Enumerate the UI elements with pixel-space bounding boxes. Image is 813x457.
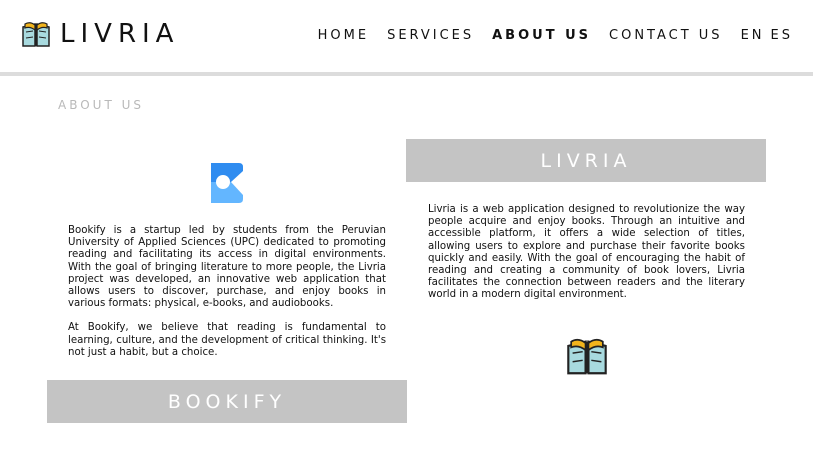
language-switcher [741,28,793,43]
livria-banner: LIVRIA [406,139,766,182]
bookify-paragraph: At Bookify, we believe that reading is fundamental to learning, culture, and the development of critical thinking. It's not just a habit, but a choice. [68,322,386,358]
brand-name: LIVRIA [60,19,180,49]
bookify-logo-icon [209,161,245,203]
lang-en[interactable]: EN [740,28,765,43]
lang-es[interactable]: ES [770,28,793,43]
main-nav [300,28,793,43]
section-title: ABOUT US [58,98,145,112]
open-book-icon [20,18,52,50]
nav-about-us[interactable]: ABOUT US [492,28,592,43]
nav-services[interactable]: SERVICES [387,28,475,43]
brand-logo-link[interactable] [20,18,179,50]
bookify-description [68,225,386,359]
header-divider [0,72,813,76]
livria-description: Livria is a web application designed to revolutionize the way people acquire and enjoy books. Through an intuitive and accessible platform, it offers a wide selection of titles, allowing users to explore and purchase their favorite books quickly and easily. With the goal of encouraging the habit of reading and creating a community of book lovers, Livria facilitates the connection between readers and the literary world in a modern digital environment. [428,204,745,301]
open-book-icon [564,333,610,379]
site-header [0,0,813,72]
nav-home[interactable]: HOME [317,28,370,43]
bookify-paragraph: Bookify is a startup led by students from the Peruvian University of Applied Sciences (UPC) dedicated to promoting reading and facilitating its access in digital environments. With the goal of bringing literature to more people, the Livria project was developed, an innovative web application that allows users to discover, purchase, and enjoy books in various formats: physical, e-books, and audiobooks. [68,225,386,310]
bookify-banner: BOOKIFY [47,380,407,423]
nav-contact-us[interactable]: CONTACT US [609,28,723,43]
